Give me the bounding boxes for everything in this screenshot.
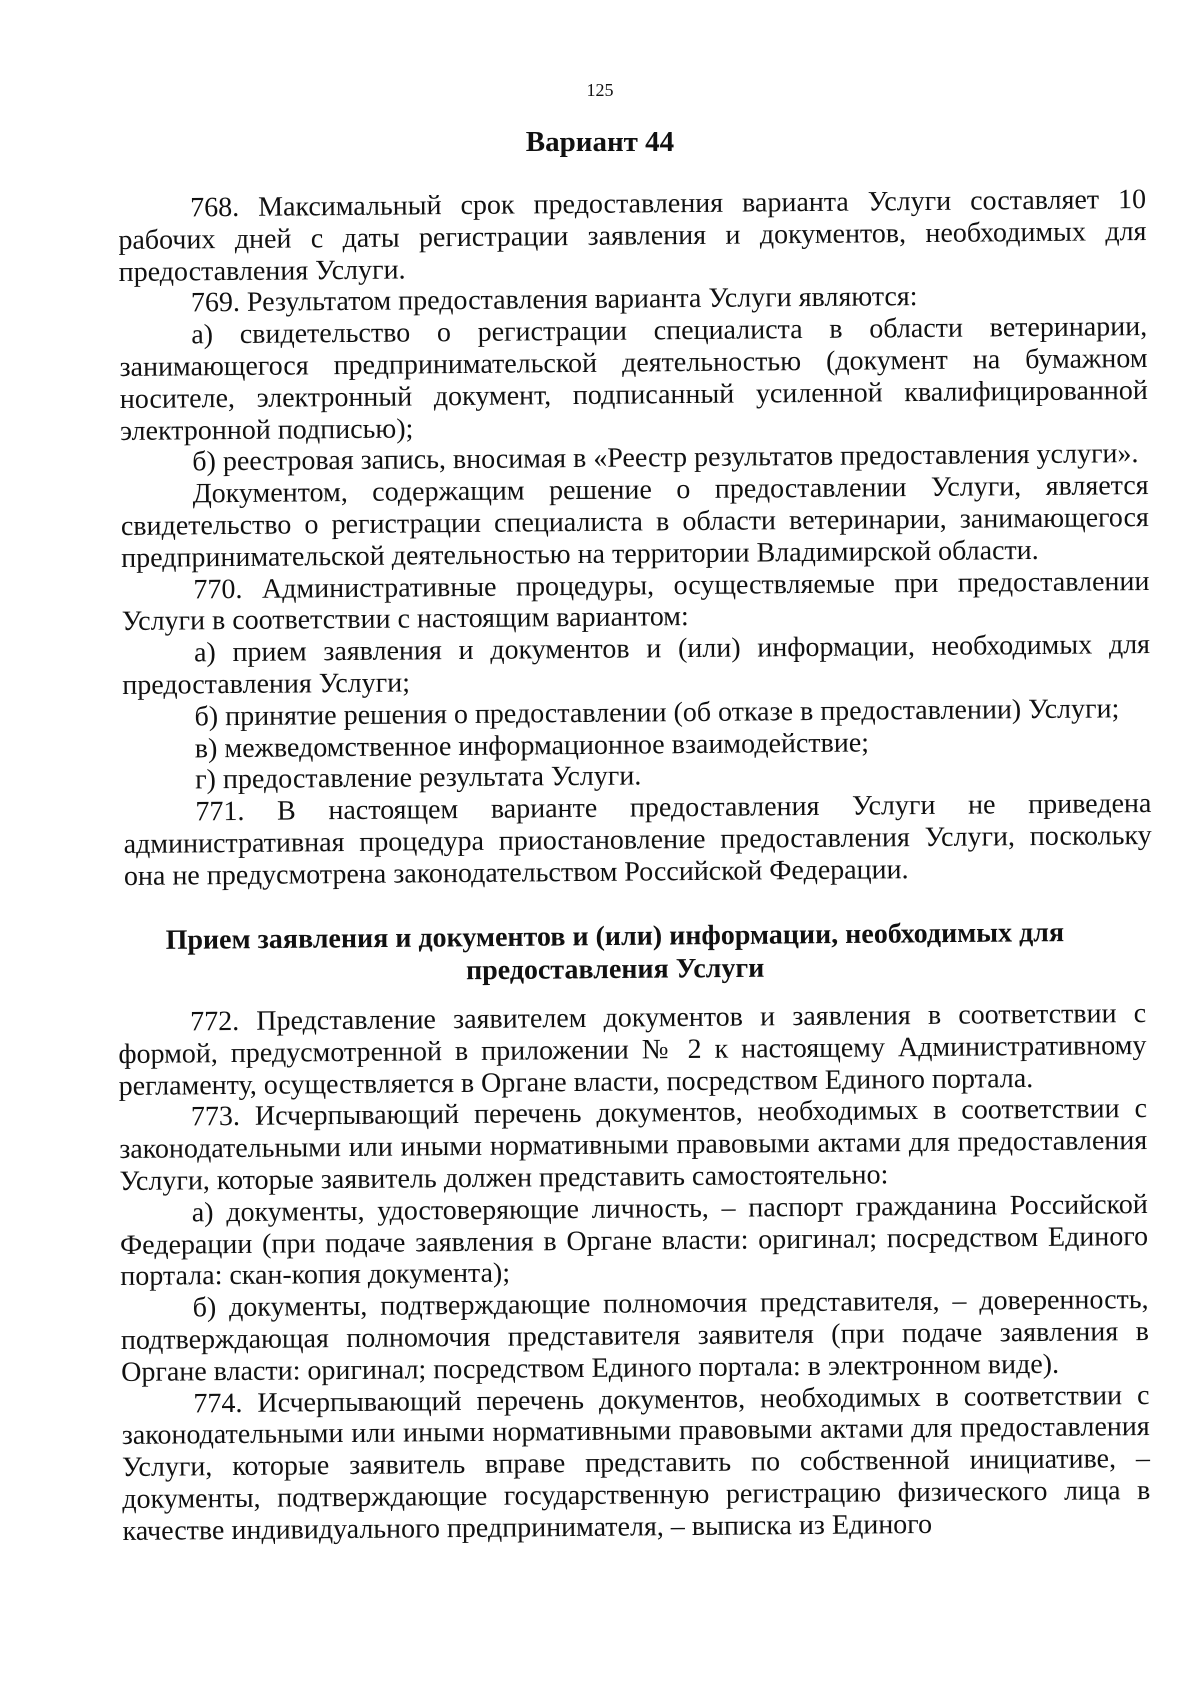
- body-text-before-heading: [118, 184, 1152, 892]
- variant-title: Вариант 44: [525, 126, 675, 158]
- paragraph: 769. Результатом предоставления варианта Услуги являются:: [190, 281, 918, 319]
- paragraph: 768. Максимальный срок предоставления варианта Услуги составляет 10 рабочих дней с даты регистрации заявления и документов, необходимых для предоставления Услуги.: [118, 184, 1147, 288]
- paragraph: а) документы, удостоверяющие личность, – паспорт гражданина Российской Федерации (при подаче заявления в Органе власти: оригинал; посредством Единого портала: скан-копия документа);: [119, 1188, 1149, 1293]
- body-text-after-heading: [118, 998, 1151, 1547]
- paragraph: 774. Исчерпывающий перечень документов, необходимых в соответствии с законодательными или иными нормативными правовыми актами для предоставления Услуги, которые заявитель вправе представить по собственной инициативе, – документы, подтверждающие государственную регистрацию физического лица в качестве индивидуального предпринимателя, – выписка из Единого: [121, 1379, 1151, 1547]
- paragraph: г) предоставление результата Услуги.: [194, 760, 642, 796]
- paragraph: б) документы, подтверждающие полномочия представителя, – доверенность, подтверждающая полномочия представителя заявителя (при подаче заявления в Органе власти: оригинал; посредством Единого портала: в электронном виде).: [120, 1284, 1150, 1388]
- paragraph: а) свидетельство о регистрации специалиста в области ветеринарии, занимающегося предпринимательской деятельностью (документ на бумажном носителе, электронный документ, подписанный усиленной квалифицированной электронной подписью);: [119, 311, 1148, 447]
- paragraph: Документом, содержащим решение о предоставлении Услуги, является свидетельство о регистрации специалиста в области ветеринарии, занимающегося предпринимательской деятельностью на территории Владимирской области.: [120, 470, 1150, 574]
- paragraph: 773. Исчерпывающий перечень документов, необходимых в соответствии с законодательными или иными нормативными правовыми актами для предоставления Услуги, которые заявитель должен представить самостоятельно:: [119, 1093, 1148, 1197]
- section-heading: Прием заявления и документов и (или) информации, необходимых для предоставления Услуги: [165, 917, 1065, 987]
- paragraph: 771. В настоящем варианте предоставления Услуги не приведена административная процедура приостановление предоставления Услуги, поскольку она не предусмотрена законодательством Российской Федерации.: [123, 788, 1152, 892]
- page-number: 125: [586, 80, 614, 100]
- paragraph: а) прием заявления и документов и (или) информации, необходимых для предоставления Услуги;: [122, 629, 1151, 701]
- paragraph: 770. Административные процедуры, осуществляемые при предоставлении Услуги в соответствии с настоящим вариантом:: [121, 565, 1150, 638]
- paragraph: в) межведомственное информационное взаимодействие;: [194, 727, 870, 764]
- paragraph: б) принятие решения о предоставлении (об отказе в предоставлении) Услуги;: [194, 693, 1120, 733]
- paragraph: б) реестровая запись, вносимая в «Реестр результатов предоставления услуги».: [192, 438, 1139, 478]
- paragraph: 772. Представление заявителем документов и заявления в соответствии с формой, предусмотренной в приложении № 2 к настоящему Административному регламенту, осуществляется в Органе власти, посредством Единого портала.: [118, 998, 1147, 1102]
